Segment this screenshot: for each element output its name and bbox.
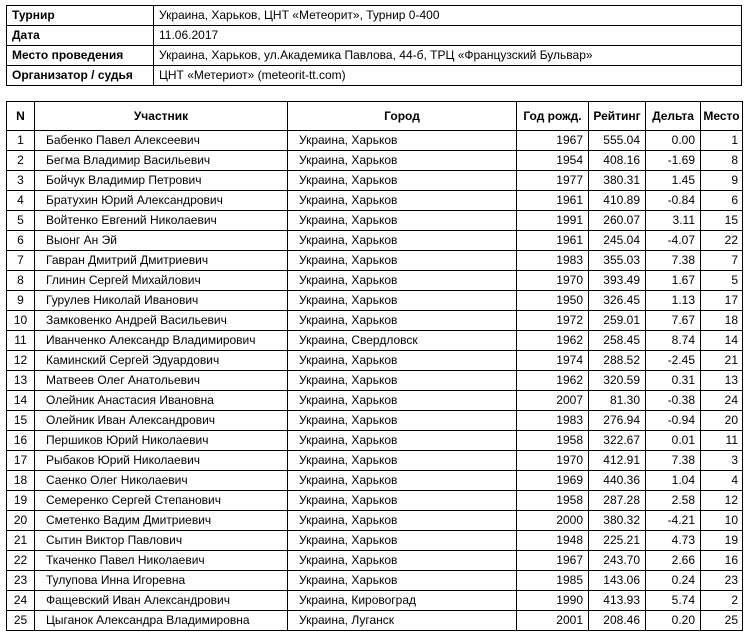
- cell-birth-year: 1970: [517, 271, 589, 291]
- cell-rating: 288.52: [589, 351, 646, 371]
- table-row: [7, 251, 743, 271]
- table-row: [7, 411, 743, 431]
- cell-birth-year: 1967: [517, 551, 589, 571]
- cell-delta: 0.20: [646, 611, 701, 631]
- cell-place: 17: [701, 291, 743, 311]
- table-row: [7, 511, 743, 531]
- cell-n: 21: [7, 531, 35, 551]
- cell-birth-year: 1961: [517, 191, 589, 211]
- info-value: ЦНТ «Метериот» (meteorit-tt.com): [154, 66, 742, 86]
- cell-participant: Бойчук Владимир Петрович: [35, 171, 288, 191]
- cell-n: 6: [7, 231, 35, 251]
- cell-city: Украина, Харьков: [288, 571, 517, 591]
- cell-participant: Рыбаков Юрий Николаевич: [35, 451, 288, 471]
- cell-city: Украина, Харьков: [288, 171, 517, 191]
- cell-delta: 5.74: [646, 591, 701, 611]
- cell-birth-year: 1948: [517, 531, 589, 551]
- cell-n: 5: [7, 211, 35, 231]
- cell-place: 18: [701, 311, 743, 331]
- cell-birth-year: 1985: [517, 571, 589, 591]
- cell-delta: 3.11: [646, 211, 701, 231]
- cell-city: Украина, Свердловск: [288, 331, 517, 351]
- cell-city: Украина, Харьков: [288, 551, 517, 571]
- cell-birth-year: 1972: [517, 311, 589, 331]
- cell-place: 13: [701, 371, 743, 391]
- cell-birth-year: 1983: [517, 251, 589, 271]
- info-row: [7, 26, 742, 46]
- cell-n: 16: [7, 431, 35, 451]
- cell-rating: 225.21: [589, 531, 646, 551]
- cell-delta: 2.66: [646, 551, 701, 571]
- cell-place: 10: [701, 511, 743, 531]
- cell-n: 4: [7, 191, 35, 211]
- cell-birth-year: 2007: [517, 391, 589, 411]
- cell-participant: Першиков Юрий Николаевич: [35, 431, 288, 451]
- table-row: [7, 291, 743, 311]
- cell-birth-year: 1950: [517, 291, 589, 311]
- cell-place: 4: [701, 471, 743, 491]
- cell-place: 24: [701, 391, 743, 411]
- table-row: [7, 331, 743, 351]
- cell-delta: 1.67: [646, 271, 701, 291]
- table-row: [7, 431, 743, 451]
- info-label: Турнир: [7, 6, 154, 26]
- cell-n: 8: [7, 271, 35, 291]
- cell-n: 14: [7, 391, 35, 411]
- cell-participant: Сытин Виктор Павлович: [35, 531, 288, 551]
- table-row: [7, 191, 743, 211]
- cell-rating: 258.45: [589, 331, 646, 351]
- cell-participant: Замковенко Андрей Васильевич: [35, 311, 288, 331]
- cell-place: 5: [701, 271, 743, 291]
- cell-rating: 380.32: [589, 511, 646, 531]
- cell-rating: 260.07: [589, 211, 646, 231]
- cell-city: Украина, Харьков: [288, 271, 517, 291]
- cell-birth-year: 1961: [517, 231, 589, 251]
- cell-birth-year: 1958: [517, 491, 589, 511]
- col-header-place: Место: [701, 102, 743, 131]
- cell-n: 2: [7, 151, 35, 171]
- table-row: [7, 231, 743, 251]
- table-row: [7, 491, 743, 511]
- cell-place: 19: [701, 531, 743, 551]
- cell-n: 24: [7, 591, 35, 611]
- cell-birth-year: 1962: [517, 331, 589, 351]
- cell-delta: -0.94: [646, 411, 701, 431]
- cell-participant: Бегма Владимир Васильевич: [35, 151, 288, 171]
- cell-city: Украина, Харьков: [288, 531, 517, 551]
- cell-delta: 0.24: [646, 571, 701, 591]
- table-row: [7, 591, 743, 611]
- cell-rating: 81.30: [589, 391, 646, 411]
- cell-participant: Выонг Ан Эй: [35, 231, 288, 251]
- cell-birth-year: 2001: [517, 611, 589, 631]
- cell-place: 15: [701, 211, 743, 231]
- table-row: [7, 271, 743, 291]
- col-header-city: Город: [288, 102, 517, 131]
- cell-delta: 1.45: [646, 171, 701, 191]
- info-value: 11.06.2017: [154, 26, 742, 46]
- cell-city: Украина, Харьков: [288, 311, 517, 331]
- table-row: [7, 531, 743, 551]
- cell-place: 6: [701, 191, 743, 211]
- cell-delta: -1.69: [646, 151, 701, 171]
- table-row: [7, 611, 743, 631]
- cell-place: 14: [701, 331, 743, 351]
- cell-place: 1: [701, 131, 743, 151]
- cell-participant: Тулупова Инна Игоревна: [35, 571, 288, 591]
- cell-city: Украина, Харьков: [288, 251, 517, 271]
- cell-place: 9: [701, 171, 743, 191]
- cell-delta: 2.58: [646, 491, 701, 511]
- table-row: [7, 451, 743, 471]
- cell-place: 22: [701, 231, 743, 251]
- cell-delta: -4.21: [646, 511, 701, 531]
- cell-birth-year: 1977: [517, 171, 589, 191]
- cell-rating: 355.03: [589, 251, 646, 271]
- cell-delta: 1.04: [646, 471, 701, 491]
- cell-city: Украина, Харьков: [288, 151, 517, 171]
- cell-delta: 7.38: [646, 451, 701, 471]
- info-row: [7, 46, 742, 66]
- table-row: [7, 351, 743, 371]
- cell-n: 15: [7, 411, 35, 431]
- cell-birth-year: 1983: [517, 411, 589, 431]
- cell-place: 21: [701, 351, 743, 371]
- cell-rating: 393.49: [589, 271, 646, 291]
- cell-city: Украина, Харьков: [288, 411, 517, 431]
- cell-birth-year: 1969: [517, 471, 589, 491]
- cell-rating: 320.59: [589, 371, 646, 391]
- tournament-info-table: [6, 5, 742, 86]
- cell-birth-year: 1974: [517, 351, 589, 371]
- cell-n: 22: [7, 551, 35, 571]
- cell-rating: 326.45: [589, 291, 646, 311]
- cell-delta: -4.07: [646, 231, 701, 251]
- table-row: [7, 551, 743, 571]
- cell-participant: Олейник Анастасия Ивановна: [35, 391, 288, 411]
- cell-birth-year: 2000: [517, 511, 589, 531]
- cell-delta: -2.45: [646, 351, 701, 371]
- cell-city: Украина, Харьков: [288, 491, 517, 511]
- cell-city: Украина, Харьков: [288, 471, 517, 491]
- cell-place: 12: [701, 491, 743, 511]
- cell-place: 20: [701, 411, 743, 431]
- cell-place: 25: [701, 611, 743, 631]
- info-label: Место проведения: [7, 46, 154, 66]
- cell-city: Украина, Луганск: [288, 611, 517, 631]
- cell-participant: Глинин Сергей Михайлович: [35, 271, 288, 291]
- cell-city: Украина, Харьков: [288, 451, 517, 471]
- cell-delta: 7.38: [646, 251, 701, 271]
- cell-rating: 143.06: [589, 571, 646, 591]
- col-header-name: Участник: [35, 102, 288, 131]
- cell-n: 1: [7, 131, 35, 151]
- cell-city: Украина, Харьков: [288, 231, 517, 251]
- table-row: [7, 151, 743, 171]
- cell-rating: 287.28: [589, 491, 646, 511]
- cell-participant: Олейник Иван Александрович: [35, 411, 288, 431]
- cell-rating: 322.67: [589, 431, 646, 451]
- cell-n: 13: [7, 371, 35, 391]
- table-row: [7, 131, 743, 151]
- cell-rating: 408.16: [589, 151, 646, 171]
- cell-city: Украина, Харьков: [288, 131, 517, 151]
- cell-rating: 380.31: [589, 171, 646, 191]
- cell-n: 10: [7, 311, 35, 331]
- col-header-rating: Рейтинг: [589, 102, 646, 131]
- cell-birth-year: 1970: [517, 451, 589, 471]
- cell-participant: Бабенко Павел Алексеевич: [35, 131, 288, 151]
- table-row: [7, 311, 743, 331]
- cell-n: 23: [7, 571, 35, 591]
- info-row: [7, 6, 742, 26]
- cell-n: 12: [7, 351, 35, 371]
- col-header-delta: Дельта: [646, 102, 701, 131]
- cell-rating: 412.91: [589, 451, 646, 471]
- cell-participant: Матвеев Олег Анатольевич: [35, 371, 288, 391]
- cell-rating: 259.01: [589, 311, 646, 331]
- info-label: Дата: [7, 26, 154, 46]
- cell-city: Украина, Харьков: [288, 211, 517, 231]
- cell-participant: Каминский Сергей Эдуардович: [35, 351, 288, 371]
- info-value: Украина, Харьков, ул.Академика Павлова, 44-б, ТРЦ «Французский Бульвар»: [154, 46, 742, 66]
- info-label: Организатор / судья: [7, 66, 154, 86]
- cell-rating: 410.89: [589, 191, 646, 211]
- cell-place: 11: [701, 431, 743, 451]
- cell-rating: 555.04: [589, 131, 646, 151]
- cell-delta: 0.01: [646, 431, 701, 451]
- cell-birth-year: 1991: [517, 211, 589, 231]
- cell-n: 25: [7, 611, 35, 631]
- col-header-year: Год рожд.: [517, 102, 589, 131]
- cell-city: Украина, Харьков: [288, 431, 517, 451]
- info-value: Украина, Харьков, ЦНТ «Метеорит», Турнир 0-400: [154, 6, 742, 26]
- cell-city: Украина, Харьков: [288, 371, 517, 391]
- cell-participant: Ткаченко Павел Николаевич: [35, 551, 288, 571]
- cell-n: 3: [7, 171, 35, 191]
- cell-place: 23: [701, 571, 743, 591]
- cell-birth-year: 1967: [517, 131, 589, 151]
- cell-n: 19: [7, 491, 35, 511]
- cell-delta: 8.74: [646, 331, 701, 351]
- cell-birth-year: 1958: [517, 431, 589, 451]
- cell-birth-year: 1962: [517, 371, 589, 391]
- table-row: [7, 471, 743, 491]
- cell-city: Украина, Харьков: [288, 391, 517, 411]
- table-row: [7, 391, 743, 411]
- cell-place: 8: [701, 151, 743, 171]
- cell-participant: Братухин Юрий Александрович: [35, 191, 288, 211]
- cell-delta: 7.67: [646, 311, 701, 331]
- cell-rating: 243.70: [589, 551, 646, 571]
- cell-delta: -0.84: [646, 191, 701, 211]
- cell-participant: Войтенко Евгений Николаевич: [35, 211, 288, 231]
- table-row: [7, 571, 743, 591]
- cell-rating: 245.04: [589, 231, 646, 251]
- cell-place: 7: [701, 251, 743, 271]
- cell-participant: Саенко Олег Николаевич: [35, 471, 288, 491]
- cell-participant: Иванченко Александр Владимирович: [35, 331, 288, 351]
- cell-delta: -0.38: [646, 391, 701, 411]
- cell-n: 9: [7, 291, 35, 311]
- cell-participant: Фащевский Иван Александрович: [35, 591, 288, 611]
- cell-participant: Гурулев Николай Иванович: [35, 291, 288, 311]
- cell-place: 2: [701, 591, 743, 611]
- cell-city: Украина, Харьков: [288, 291, 517, 311]
- cell-n: 17: [7, 451, 35, 471]
- results-table: [6, 101, 743, 631]
- info-row: [7, 66, 742, 86]
- cell-n: 11: [7, 331, 35, 351]
- cell-n: 20: [7, 511, 35, 531]
- cell-n: 18: [7, 471, 35, 491]
- cell-participant: Семеренко Сергей Степанович: [35, 491, 288, 511]
- results-header-row: [7, 102, 743, 131]
- cell-participant: Сметенко Вадим Дмитриевич: [35, 511, 288, 531]
- table-row: [7, 371, 743, 391]
- cell-delta: 4.73: [646, 531, 701, 551]
- table-row: [7, 171, 743, 191]
- table-row: [7, 211, 743, 231]
- cell-rating: 208.46: [589, 611, 646, 631]
- cell-n: 7: [7, 251, 35, 271]
- cell-birth-year: 1990: [517, 591, 589, 611]
- cell-city: Украина, Харьков: [288, 511, 517, 531]
- cell-participant: Цыганок Александра Владимировна: [35, 611, 288, 631]
- cell-birth-year: 1954: [517, 151, 589, 171]
- cell-delta: 1.13: [646, 291, 701, 311]
- cell-delta: 0.31: [646, 371, 701, 391]
- cell-rating: 413.93: [589, 591, 646, 611]
- cell-city: Украина, Харьков: [288, 191, 517, 211]
- cell-place: 3: [701, 451, 743, 471]
- col-header-n: N: [7, 102, 35, 131]
- cell-place: 16: [701, 551, 743, 571]
- cell-rating: 276.94: [589, 411, 646, 431]
- cell-delta: 0.00: [646, 131, 701, 151]
- cell-city: Украина, Кировоград: [288, 591, 517, 611]
- cell-participant: Гавран Дмитрий Дмитриевич: [35, 251, 288, 271]
- cell-city: Украина, Харьков: [288, 351, 517, 371]
- cell-rating: 440.36: [589, 471, 646, 491]
